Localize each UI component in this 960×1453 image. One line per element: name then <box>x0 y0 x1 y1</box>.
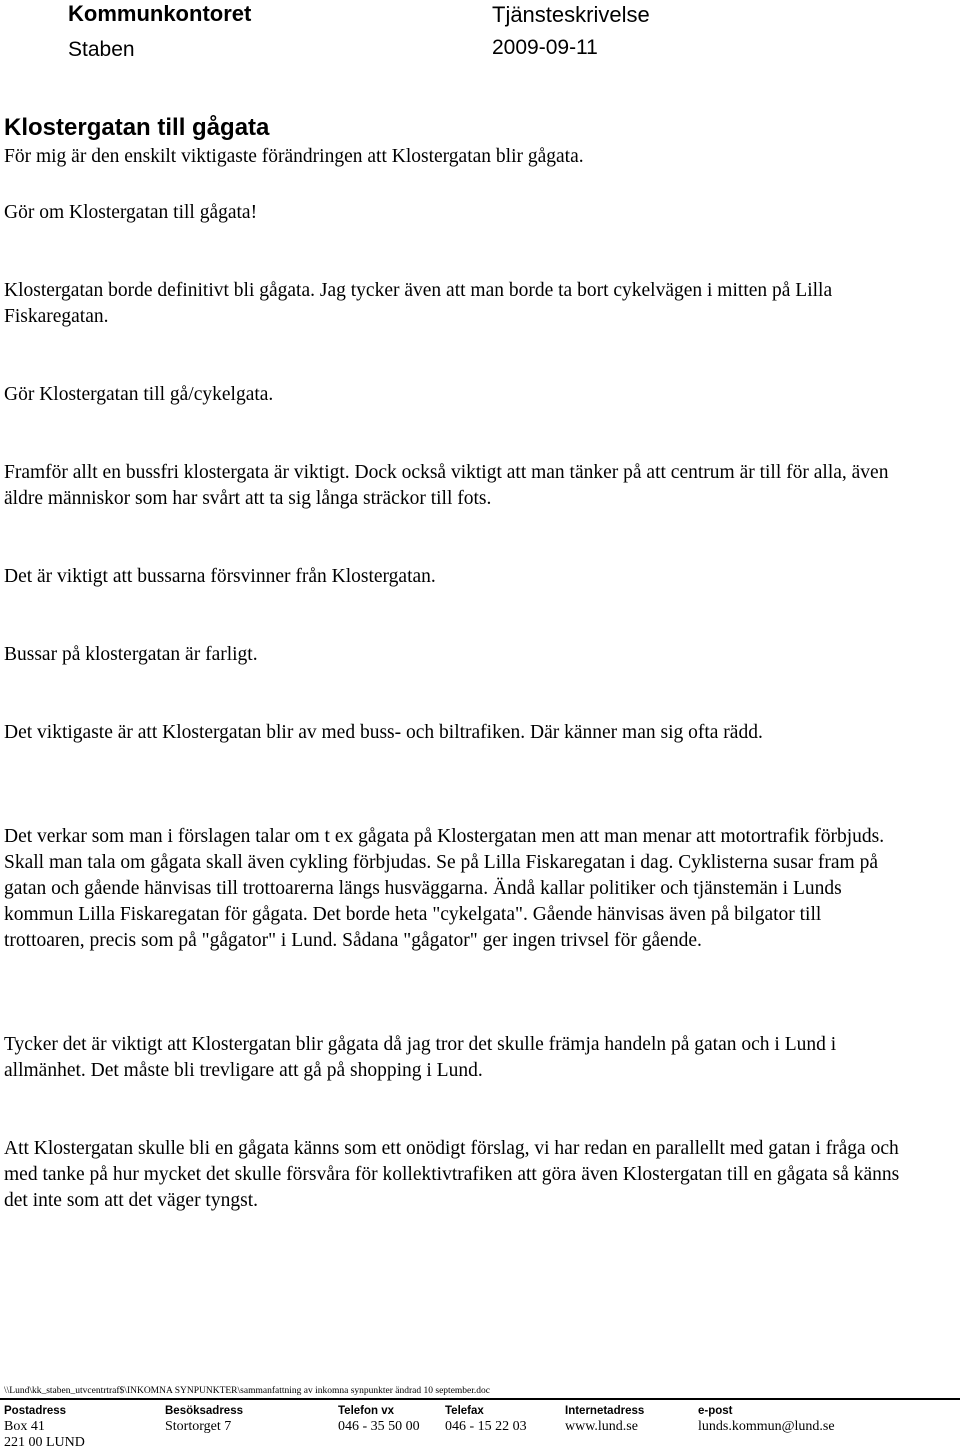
telefax-label: Telefax <box>445 1405 484 1417</box>
paragraph: Klostergatan borde definitivt bli gågata. Jag tycker även att man borde ta bort cykelvägen i mitten på Lilla Fiskaregatan. <box>4 280 833 327</box>
epost-label: e-post <box>698 1405 733 1417</box>
footer-postadress <box>4 1404 85 1451</box>
postadress-line2: 221 00 LUND <box>4 1435 85 1450</box>
paragraph: Gör Klostergatan till gå/cykelgata. <box>4 384 274 405</box>
paragraph: Att Klostergatan skulle bli en gågata känns som ett onödigt förslag, vi har redan en parallellt med gatan i fråga och med tanke på hur mycket det skulle försvåra för kollektivtrafiken att göra även Klostergatan till en gågata så känns det inte som att det väger tyngst. <box>4 1138 900 1211</box>
document-date: 2009-09-11 <box>492 36 598 59</box>
paragraph: Det verkar som man i förslagen talar om t ex gågata på Klostergatan men att man menar att motortrafik förbjuds. Skall man tala om gågata skall även cykling förbjudas. Se på Lilla Fiskaregatan i dag. Cyklisterna susar fram på gatan och gående hänvisas till trottoarerna längs husväggarna. Ändå kallar politiker och tjänstemän i Lunds kommun Lilla Fiskaregatan för gågata. Det borde heta "cykelgata". Gående hänvisas även på bilgator till trottoaren, precis som på "gågator" i Lund. Sådana "gågator" ger ingen trivsel för gående. <box>4 826 885 951</box>
paragraph: Bussar på klostergatan är farligt. <box>4 644 258 665</box>
footer-telefax <box>445 1404 527 1435</box>
file-path: \\Lund\kk_staben_utvcentrtraf$\INKOMNA SYNPUNKTER\sammanfattning av inkomna synpunkter ändrad 10 september.doc <box>4 1386 490 1396</box>
postadress-line1: Box 41 <box>4 1419 45 1434</box>
paragraph: Framför allt en bussfri klostergata är viktigt. Dock också viktigt att man tänker på att centrum är till för alla, även äldre människor som har svårt att ta sig långa sträckor till fots. <box>4 462 889 509</box>
besoksadress-value: Stortorget 7 <box>165 1419 232 1434</box>
internetadress-label: Internetadress <box>565 1405 645 1417</box>
document-type: Tjänsteskrivelse <box>492 2 650 27</box>
footer-epost <box>698 1404 835 1435</box>
telefon-label: Telefon vx <box>338 1405 395 1417</box>
paragraph: Det är viktigt att bussarna försvinner från Klostergatan. <box>4 566 436 587</box>
organization-name: Kommunkontoret <box>68 1 252 26</box>
department-name: Staben <box>68 38 135 61</box>
telefax-value: 046 - 15 22 03 <box>445 1419 527 1434</box>
footer-telefon <box>338 1404 420 1435</box>
document-title: Klostergatan till gågata <box>4 114 270 141</box>
paragraph: För mig är den enskilt viktigaste förändringen att Klostergatan blir gågata. <box>4 146 584 167</box>
footer-besoksadress <box>165 1404 243 1435</box>
website-link: www.lund.se <box>565 1419 638 1434</box>
telefon-value: 046 - 35 50 00 <box>338 1419 420 1434</box>
besoksadress-label: Besöksadress <box>165 1405 243 1417</box>
postadress-label: Postadress <box>4 1405 67 1417</box>
footer-internetadress <box>565 1404 644 1435</box>
footer-divider <box>0 1398 960 1400</box>
email-address: lunds.kommun@lund.se <box>698 1419 835 1434</box>
paragraph: Tycker det är viktigt att Klostergatan blir gågata då jag tror det skulle främja handeln på gatan och i Lund i allmänhet. Det måste bli trevligare att gå på shopping i Lund. <box>4 1034 837 1081</box>
paragraph: Gör om Klostergatan till gågata! <box>4 202 258 223</box>
paragraph: Det viktigaste är att Klostergatan blir av med buss- och biltrafiken. Där känner man sig ofta rädd. <box>4 722 763 743</box>
